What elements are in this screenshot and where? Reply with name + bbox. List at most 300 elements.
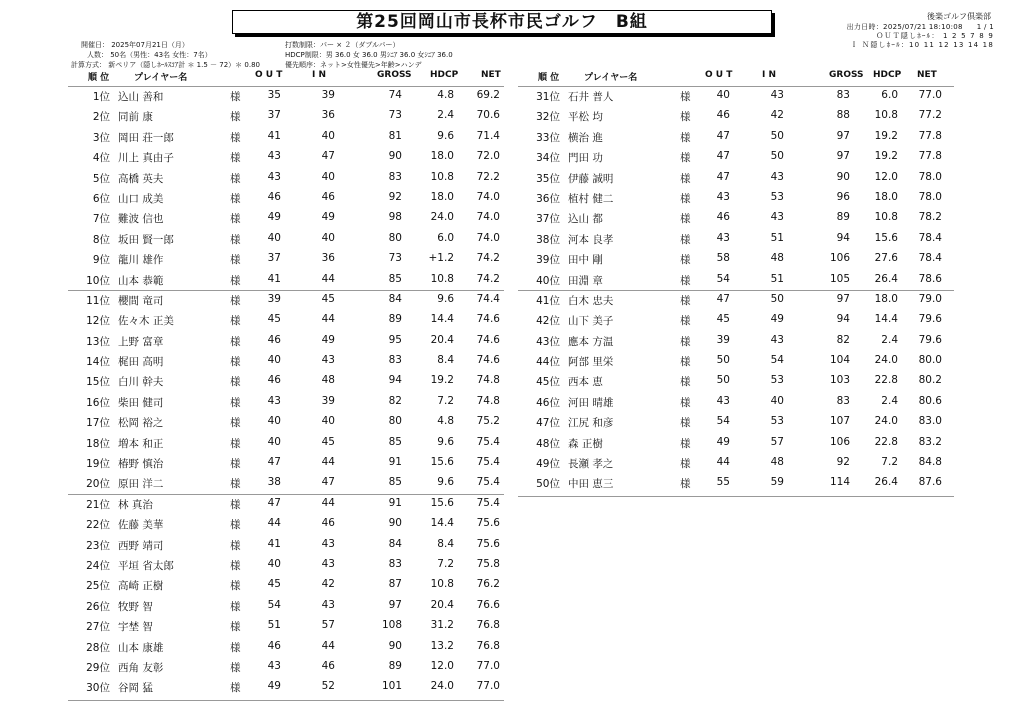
table-row	[522, 290, 952, 310]
in-score-cell: 46	[321, 517, 335, 530]
in-score-cell: 53	[770, 374, 784, 387]
in-hidden-holes: Ｉ Ｎ隠しﾎｰﾙ：10 11 12 13 14 18	[850, 41, 994, 49]
net-cell: 74.0	[476, 231, 500, 244]
net-cell: 75.2	[476, 415, 500, 428]
player-name-cell: 山本 康雄	[118, 641, 164, 654]
out-score-cell: 43	[267, 394, 281, 407]
table-row	[72, 616, 502, 636]
honorific-cell: 様	[230, 600, 241, 613]
hdcp-cell: 22.8	[874, 435, 898, 448]
net-cell: 79.6	[918, 313, 942, 326]
in-score-cell: 40	[321, 129, 335, 142]
out-score-cell: 41	[267, 272, 281, 285]
player-name-cell: 佐藤 美華	[118, 519, 164, 532]
out-score-cell: 44	[716, 456, 730, 469]
hdcp-cell: 6.0	[881, 89, 898, 101]
table-row	[72, 535, 502, 555]
results-column-left	[72, 86, 502, 698]
net-cell: 77.8	[918, 129, 942, 142]
rank-cell: 45位	[536, 376, 560, 389]
rank-cell: 35位	[536, 172, 560, 185]
hdcp-cell: 18.0	[430, 190, 454, 203]
table-row	[72, 596, 502, 616]
header-out: O U T	[705, 70, 733, 80]
in-score-cell: 44	[321, 496, 335, 509]
gross-cell: 97	[836, 292, 850, 305]
rank-cell: 49位	[536, 458, 560, 471]
honorific-cell: 様	[680, 111, 691, 124]
hdcp-cell: 8.4	[437, 537, 454, 550]
net-cell: 80.6	[918, 394, 942, 407]
rank-cell: 50位	[536, 478, 560, 491]
honorific-cell: 様	[230, 437, 241, 450]
table-row	[522, 351, 952, 371]
player-name-cell: 同前 康	[118, 111, 153, 124]
hdcp-cell: 18.0	[874, 292, 898, 305]
gross-cell: 106	[829, 435, 850, 448]
gross-cell: 87	[388, 578, 402, 591]
player-name-cell: 應本 方温	[568, 335, 614, 348]
meta-players: 人数： 50名（男性：43名 女性：7名）	[87, 51, 212, 59]
table-row	[522, 270, 952, 290]
hdcp-cell: 2.4	[881, 333, 898, 346]
club-name: 後楽ゴルフ倶楽部	[927, 12, 991, 21]
table-row	[522, 86, 952, 106]
net-cell: 77.0	[476, 659, 500, 672]
gross-cell: 104	[829, 354, 850, 367]
out-score-cell: 49	[716, 435, 730, 448]
net-cell: 74.0	[476, 190, 500, 203]
in-score-cell: 53	[770, 415, 784, 428]
in-score-cell: 36	[321, 252, 335, 265]
in-score-cell: 43	[770, 89, 784, 101]
hdcp-cell: 7.2	[437, 557, 454, 570]
rank-cell: 1位	[92, 91, 110, 103]
honorific-cell: 様	[230, 315, 241, 328]
in-score-cell: 54	[770, 354, 784, 367]
gross-cell: 82	[388, 394, 402, 407]
rank-cell: 17位	[86, 417, 110, 430]
out-score-cell: 46	[267, 639, 281, 652]
header-rank: 順 位	[88, 73, 110, 83]
hdcp-cell: 2.4	[437, 109, 454, 122]
in-score-cell: 45	[321, 292, 335, 305]
net-cell: 75.4	[476, 456, 500, 469]
hdcp-cell: 19.2	[874, 150, 898, 163]
output-datetime-text: 出力日時：2025/07/21 18:10:08	[846, 23, 963, 31]
table-row	[72, 371, 502, 391]
honorific-cell: 様	[680, 254, 691, 267]
header-out: O U T	[255, 70, 283, 80]
in-score-cell: 48	[321, 374, 335, 387]
player-name-cell: 梶田 高明	[118, 356, 164, 369]
table-row	[522, 168, 952, 188]
honorific-cell: 様	[680, 458, 691, 471]
player-name-cell: 原田 洋二	[118, 478, 164, 491]
hdcp-cell: 24.0	[430, 211, 454, 224]
in-score-cell: 50	[770, 292, 784, 305]
gross-cell: 81	[388, 129, 402, 142]
table-row	[72, 637, 502, 657]
honorific-cell: 様	[230, 621, 241, 634]
hdcp-cell: 31.2	[430, 619, 454, 632]
out-score-cell: 46	[716, 211, 730, 224]
out-score-cell: 37	[267, 252, 281, 265]
gross-cell: 82	[836, 333, 850, 346]
out-score-cell: 45	[716, 313, 730, 326]
gross-cell: 114	[829, 476, 850, 489]
player-name-cell: 松岡 裕之	[118, 417, 164, 430]
net-cell: 79.0	[918, 292, 942, 305]
hdcp-cell: 14.4	[874, 313, 898, 326]
in-score-cell: 36	[321, 109, 335, 122]
net-cell: 74.8	[476, 394, 500, 407]
honorific-cell: 様	[230, 580, 241, 593]
gross-cell: 107	[829, 415, 850, 428]
gross-cell: 84	[388, 537, 402, 550]
net-cell: 78.6	[918, 272, 942, 285]
page-number: 1 / 1	[976, 23, 994, 31]
table-row	[522, 310, 952, 330]
rank-cell: 26位	[86, 600, 110, 613]
group-divider	[68, 700, 504, 701]
honorific-cell: 様	[680, 233, 691, 246]
player-name-cell: 椿野 慎治	[118, 458, 164, 471]
gross-cell: 85	[388, 272, 402, 285]
hdcp-cell: 10.8	[874, 109, 898, 122]
table-row	[522, 147, 952, 167]
hdcp-cell: 20.4	[430, 598, 454, 611]
player-name-cell: 高橋 英夫	[118, 172, 164, 185]
hdcp-cell: 19.2	[874, 129, 898, 142]
player-name-cell: 河本 良孝	[568, 233, 614, 246]
out-score-cell: 45	[267, 313, 281, 326]
in-score-cell: 40	[321, 415, 335, 428]
gross-cell: 90	[388, 639, 402, 652]
in-score-cell: 44	[321, 313, 335, 326]
hdcp-cell: 24.0	[874, 415, 898, 428]
in-score-cell: 39	[321, 394, 335, 407]
rank-cell: 21位	[86, 498, 110, 511]
rank-cell: 48位	[536, 437, 560, 450]
net-cell: 74.6	[476, 313, 500, 326]
rank-cell: 31位	[536, 91, 560, 103]
gross-cell: 88	[836, 109, 850, 122]
net-cell: 77.8	[918, 150, 942, 163]
gross-cell: 97	[388, 598, 402, 611]
out-score-cell: 43	[267, 659, 281, 672]
net-cell: 87.6	[918, 476, 942, 489]
gross-cell: 83	[836, 394, 850, 407]
rank-cell: 40位	[536, 274, 560, 287]
player-name-cell: 山本 恭範	[118, 274, 164, 287]
gross-cell: 83	[388, 170, 402, 183]
hdcp-cell: 10.8	[430, 170, 454, 183]
gross-cell: 90	[836, 170, 850, 183]
rank-cell: 37位	[536, 213, 560, 226]
net-cell: 80.0	[918, 354, 942, 367]
gross-cell: 89	[836, 211, 850, 224]
out-score-cell: 50	[716, 374, 730, 387]
in-score-cell: 52	[321, 680, 335, 693]
net-cell: 74.0	[476, 211, 500, 224]
column-header-left	[72, 70, 512, 84]
in-score-cell: 39	[321, 89, 335, 101]
out-score-cell: 47	[716, 129, 730, 142]
hdcp-cell: 22.8	[874, 374, 898, 387]
gross-cell: 85	[388, 435, 402, 448]
out-score-cell: 47	[716, 292, 730, 305]
gross-cell: 94	[388, 374, 402, 387]
player-name-cell: 岡田 荘一郎	[118, 131, 174, 144]
in-score-cell: 43	[770, 211, 784, 224]
in-score-cell: 50	[770, 129, 784, 142]
hdcp-cell: 15.6	[874, 231, 898, 244]
out-score-cell: 47	[716, 170, 730, 183]
honorific-cell: 様	[680, 274, 691, 287]
gross-cell: 83	[836, 89, 850, 101]
header-in: I N	[762, 70, 777, 80]
table-row	[72, 86, 502, 106]
player-name-cell: 坂田 賢一郎	[118, 233, 174, 246]
hdcp-cell: 24.0	[430, 680, 454, 693]
honorific-cell: 様	[230, 254, 241, 267]
hdcp-cell: 27.6	[874, 252, 898, 265]
in-score-cell: 47	[321, 476, 335, 489]
group-divider	[518, 290, 954, 291]
header-player: プレイヤー名	[134, 73, 188, 83]
rank-cell: 16位	[86, 396, 110, 409]
player-name-cell: 龍川 雄作	[118, 254, 164, 267]
in-score-cell: 40	[321, 170, 335, 183]
out-score-cell: 43	[267, 150, 281, 163]
out-score-cell: 46	[716, 109, 730, 122]
rank-cell: 46位	[536, 396, 560, 409]
rank-cell: 10位	[86, 274, 110, 287]
rank-cell: 47位	[536, 417, 560, 430]
gross-cell: 85	[388, 476, 402, 489]
in-score-cell: 43	[770, 333, 784, 346]
out-score-cell: 49	[267, 680, 281, 693]
honorific-cell: 様	[230, 91, 241, 103]
gross-cell: 80	[388, 231, 402, 244]
in-score-cell: 42	[321, 578, 335, 591]
honorific-cell: 様	[230, 213, 241, 226]
player-name-cell: 西野 靖司	[118, 539, 164, 552]
rank-cell: 41位	[536, 294, 560, 307]
gross-cell: 91	[388, 456, 402, 469]
out-score-cell: 40	[267, 435, 281, 448]
net-cell: 74.2	[476, 252, 500, 265]
rank-cell: 12位	[86, 315, 110, 328]
honorific-cell: 様	[230, 417, 241, 430]
out-score-cell: 47	[267, 456, 281, 469]
gross-cell: 84	[388, 292, 402, 305]
player-name-cell: 難波 信也	[118, 213, 164, 226]
player-name-cell: 石井 普人	[568, 91, 614, 103]
gross-cell: 94	[836, 313, 850, 326]
honorific-cell: 様	[230, 376, 241, 389]
out-score-cell: 43	[267, 170, 281, 183]
meta-date: 開催日： 2025年07月21日（月）	[81, 41, 189, 49]
net-cell: 75.4	[476, 476, 500, 489]
out-score-cell: 45	[267, 578, 281, 591]
header-in: I N	[312, 70, 327, 80]
meta-calc: 計算方式： 新ペリア（隠しﾎｰﾙｽｺｱ計 ＊ 1.5 － 72）＊ 0.80	[71, 61, 260, 69]
rank-cell: 30位	[86, 682, 110, 695]
net-cell: 72.2	[476, 170, 500, 183]
page-title: 第25回岡山市長杯市民ゴルフ B組	[232, 10, 772, 34]
in-score-cell: 44	[321, 272, 335, 285]
out-score-cell: 38	[267, 476, 281, 489]
player-name-cell: 谷岡 猛	[118, 682, 153, 695]
header-net: NET	[917, 70, 937, 80]
net-cell: 76.6	[476, 598, 500, 611]
table-row	[72, 473, 502, 493]
hdcp-cell: 18.0	[874, 190, 898, 203]
gross-cell: 91	[388, 496, 402, 509]
honorific-cell: 様	[680, 192, 691, 205]
gross-cell: 94	[836, 231, 850, 244]
honorific-cell: 様	[230, 172, 241, 185]
rank-cell: 8位	[92, 233, 110, 246]
honorific-cell: 様	[230, 661, 241, 674]
honorific-cell: 様	[680, 131, 691, 144]
out-score-cell: 51	[267, 619, 281, 632]
gross-cell: 108	[381, 619, 402, 632]
honorific-cell: 様	[680, 478, 691, 491]
group-divider	[518, 496, 954, 497]
net-cell: 74.6	[476, 354, 500, 367]
in-score-cell: 42	[770, 109, 784, 122]
honorific-cell: 様	[230, 396, 241, 409]
rank-cell: 9位	[92, 254, 110, 267]
hdcp-cell: 2.4	[881, 394, 898, 407]
gross-cell: 103	[829, 374, 850, 387]
net-cell: 70.6	[476, 109, 500, 122]
gross-cell: 90	[388, 150, 402, 163]
in-score-cell: 49	[770, 313, 784, 326]
header-net: NET	[481, 70, 501, 80]
table-row	[522, 433, 952, 453]
hdcp-cell: +1.2	[428, 252, 454, 265]
out-score-cell: 40	[267, 557, 281, 570]
hdcp-cell: 20.4	[430, 333, 454, 346]
honorific-cell: 様	[680, 417, 691, 430]
out-score-cell: 47	[267, 496, 281, 509]
out-score-cell: 46	[267, 333, 281, 346]
column-header-right	[522, 70, 962, 84]
hdcp-cell: 15.6	[430, 456, 454, 469]
table-row	[72, 575, 502, 595]
gross-cell: 105	[829, 272, 850, 285]
honorific-cell: 様	[680, 91, 691, 103]
table-row	[522, 188, 952, 208]
table-row	[72, 208, 502, 228]
rank-cell: 25位	[86, 580, 110, 593]
table-row	[522, 473, 952, 493]
net-cell: 80.2	[918, 374, 942, 387]
out-score-cell: 46	[267, 374, 281, 387]
honorific-cell: 様	[680, 315, 691, 328]
rank-cell: 23位	[86, 539, 110, 552]
out-score-cell: 40	[267, 354, 281, 367]
net-cell: 69.2	[476, 89, 500, 101]
honorific-cell: 様	[680, 172, 691, 185]
rank-cell: 24位	[86, 559, 110, 572]
table-row	[522, 229, 952, 249]
gross-cell: 106	[829, 252, 850, 265]
player-name-cell: 西角 友彰	[118, 661, 164, 674]
out-score-cell: 46	[267, 190, 281, 203]
in-score-cell: 51	[770, 231, 784, 244]
table-row	[522, 331, 952, 351]
honorific-cell: 様	[680, 152, 691, 165]
net-cell: 76.8	[476, 639, 500, 652]
net-cell: 75.8	[476, 557, 500, 570]
gross-cell: 74	[388, 89, 402, 101]
net-cell: 74.4	[476, 292, 500, 305]
rank-cell: 4位	[92, 152, 110, 165]
gross-cell: 101	[381, 680, 402, 693]
net-cell: 76.8	[476, 619, 500, 632]
table-row	[72, 270, 502, 290]
gross-cell: 95	[388, 333, 402, 346]
player-name-cell: 長瀬 孝之	[568, 458, 614, 471]
honorific-cell: 様	[230, 294, 241, 307]
net-cell: 78.0	[918, 170, 942, 183]
gross-cell: 80	[388, 415, 402, 428]
out-score-cell: 49	[267, 211, 281, 224]
header-gross: GROSS	[377, 70, 412, 80]
net-cell: 76.2	[476, 578, 500, 591]
honorific-cell: 様	[680, 294, 691, 307]
net-cell: 71.4	[476, 129, 500, 142]
honorific-cell: 様	[230, 111, 241, 124]
out-score-cell: 58	[716, 252, 730, 265]
gross-cell: 98	[388, 211, 402, 224]
table-row	[72, 331, 502, 351]
table-row	[522, 249, 952, 269]
rank-cell: 7位	[92, 213, 110, 226]
honorific-cell: 様	[680, 437, 691, 450]
hdcp-cell: 26.4	[874, 272, 898, 285]
honorific-cell: 様	[230, 152, 241, 165]
rank-cell: 38位	[536, 233, 560, 246]
table-row	[72, 555, 502, 575]
honorific-cell: 様	[230, 458, 241, 471]
gross-cell: 89	[388, 313, 402, 326]
out-score-cell: 40	[267, 415, 281, 428]
player-name-cell: 白木 忠夫	[568, 294, 614, 307]
table-row	[522, 412, 952, 432]
header-rank: 順 位	[538, 73, 560, 83]
out-score-cell: 54	[716, 415, 730, 428]
table-row	[522, 127, 952, 147]
honorific-cell: 様	[230, 519, 241, 532]
player-name-cell: 山口 成美	[118, 192, 164, 205]
out-score-cell: 43	[716, 190, 730, 203]
hdcp-cell: 9.6	[437, 476, 454, 489]
rank-cell: 32位	[536, 111, 560, 124]
in-score-cell: 44	[321, 456, 335, 469]
rank-cell: 39位	[536, 254, 560, 267]
table-row	[72, 229, 502, 249]
rank-cell: 22位	[86, 519, 110, 532]
in-score-cell: 57	[321, 619, 335, 632]
out-score-cell: 55	[716, 476, 730, 489]
player-name-cell: 横治 進	[568, 131, 603, 144]
